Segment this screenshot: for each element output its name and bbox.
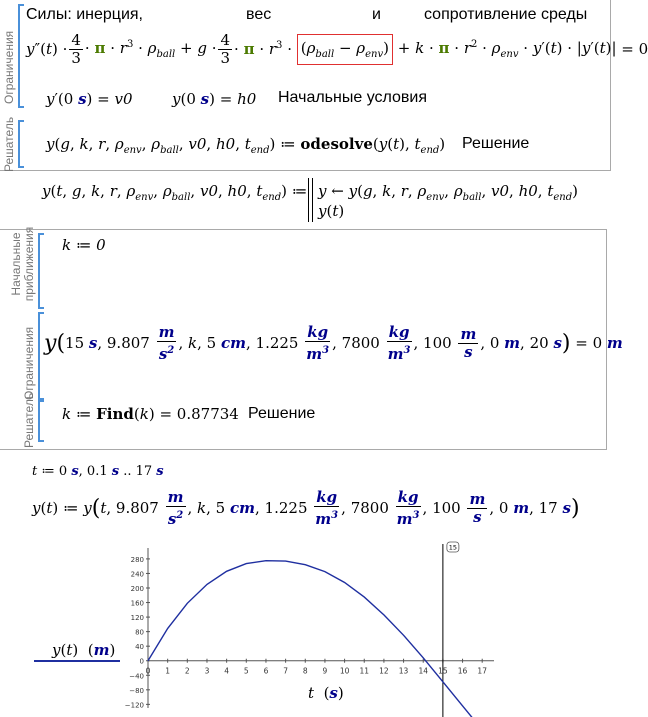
constraints-label: Ограничения (2, 30, 16, 104)
y-tick-label: 240 (130, 570, 144, 579)
wrapper-definition-lhs[interactable]: y(t, g, k, r, $\rho_{env}$, $\rho_{ball}$, v0, h0, $t_{end}$) ≔ (42, 182, 308, 203)
y-tick-label: 40 (135, 643, 144, 652)
x-tick-label: 17 (477, 666, 487, 676)
ode-equation-tail: = 0 (621, 40, 648, 58)
y-tick-label: 280 (130, 555, 144, 564)
x-tick-label: 2 (184, 666, 190, 676)
x-tick-label: 3 (204, 666, 210, 676)
x-tick-label: 6 (263, 666, 269, 676)
solver-bracket (18, 120, 24, 168)
y-tick-label: 80 (135, 628, 144, 637)
x-tick-label: 4 (224, 666, 230, 676)
x-tick-label: 7 (283, 666, 289, 676)
y-tick-label: −40 (129, 672, 144, 681)
plot-legend-label: y(t) (m) (52, 641, 116, 659)
header-title: Силы: инерция, (26, 6, 143, 23)
x-tick-label: 10 (339, 666, 350, 676)
initial-condition-velocity[interactable]: y′(0 s) = v0 (46, 90, 133, 108)
y-tick-label: 120 (130, 614, 144, 623)
initial-guess-label: Начальные приближения (9, 226, 36, 302)
initial-condition-height[interactable]: y(0 s) = h0 (172, 90, 257, 108)
x-tick-label: 16 (457, 666, 468, 676)
x-tick-label: 13 (398, 666, 409, 676)
vertical-marker-value: 15 (448, 543, 458, 552)
initial-guess-k[interactable]: k ≔ 0 (62, 236, 106, 254)
y-tick-label: −80 (129, 686, 144, 695)
x-axis-label: t (s) (308, 684, 344, 702)
solver-label: Решатель (2, 116, 16, 172)
plot-legend-line (34, 660, 120, 662)
program-line-1[interactable]: y ← y(g, k, r, $\rho_{env}$, $\rho_{ball}$, v0, h0, $t_{end}$) (318, 182, 578, 203)
y-tick-label: 160 (130, 599, 144, 608)
find-constraint[interactable]: y( 15 s, 9.807 $\frac{m}{s^2}$ , k, 5 cm, 1.225 $\frac{kg}{m^3}$ , 7800 $\frac{kg}{m^3}$ , 100 $\frac{m}{s}$ , 0 m, 20 s ) = 0 m (44, 322, 623, 363)
ode-equation[interactable]: y″(t) · $\frac{4}{3}$ · $\pi \cdot r^3 \cdot \rho_{ball} + g$ · $\frac{4}{3}$ · $\pi \cdot r^3$ · $(\rho_{ball} - \rho_{env})$ + $k \cdot \pi \cdot r^2 \cdot \rho_{env} \cdot y'(t) \cdot |y'(t)|$ = 0 (26, 30, 648, 67)
x-tick-label: 8 (302, 666, 308, 676)
x-tick-label: 0 (145, 666, 151, 676)
y-tick-label: 200 (130, 585, 144, 593)
solution-text-2: Решение (248, 405, 316, 422)
header-word-weight: вес (246, 6, 272, 23)
program-line-2[interactable]: y(t) (318, 202, 345, 220)
header-word-and: и (372, 6, 381, 23)
find-result[interactable]: k ≔ Find(k) = 0.87734 (62, 405, 239, 423)
y-function-definition[interactable]: y(t) ≔ y ( t, 9.807 $\frac{m}{s^2}$ , k, 5 cm, 1.225 $\frac{kg}{m^3}$ , 7800 $\frac{kg}{m^3}$ , 100 $\frac{m}{s}$ , 0 m, 17 s ) (32, 487, 580, 528)
range-definition[interactable]: t ≔ 0 s, 0.1 s .. 17 s (32, 464, 164, 479)
x-tick-label: 14 (418, 666, 429, 676)
x-tick-label: 11 (359, 666, 370, 676)
density-difference-highlight[interactable]: $(\rho_{ball} - \rho_{env})$ (297, 34, 393, 65)
solution-text-1: Решение (462, 135, 530, 152)
program-bar (308, 178, 313, 222)
guess-bracket (38, 233, 44, 309)
y-tick-label: −120 (124, 701, 144, 710)
x-tick-label: 9 (322, 666, 328, 676)
solver-bracket-2 (38, 398, 44, 442)
y-tick-label: 0 (139, 657, 144, 666)
x-tick-label: 15 (438, 666, 448, 676)
header-word-resistance: сопротивление среды (424, 6, 588, 23)
x-tick-label: 5 (243, 666, 249, 676)
constraints-bracket (18, 4, 24, 108)
solver-label-2: Решатель (22, 392, 36, 448)
odesolve-definition[interactable]: y(g, k, r, $\rho_{env}$, $\rho_{ball}$, v0, h0, $t_{end}$) ≔ odesolve(y(t), $t_{end}$) (46, 135, 446, 156)
x-tick-label: 12 (379, 666, 389, 676)
constraints-label-2: Ограничения (22, 326, 36, 400)
initial-conditions-text: Начальные условия (278, 89, 428, 106)
x-tick-label: 1 (165, 666, 171, 676)
